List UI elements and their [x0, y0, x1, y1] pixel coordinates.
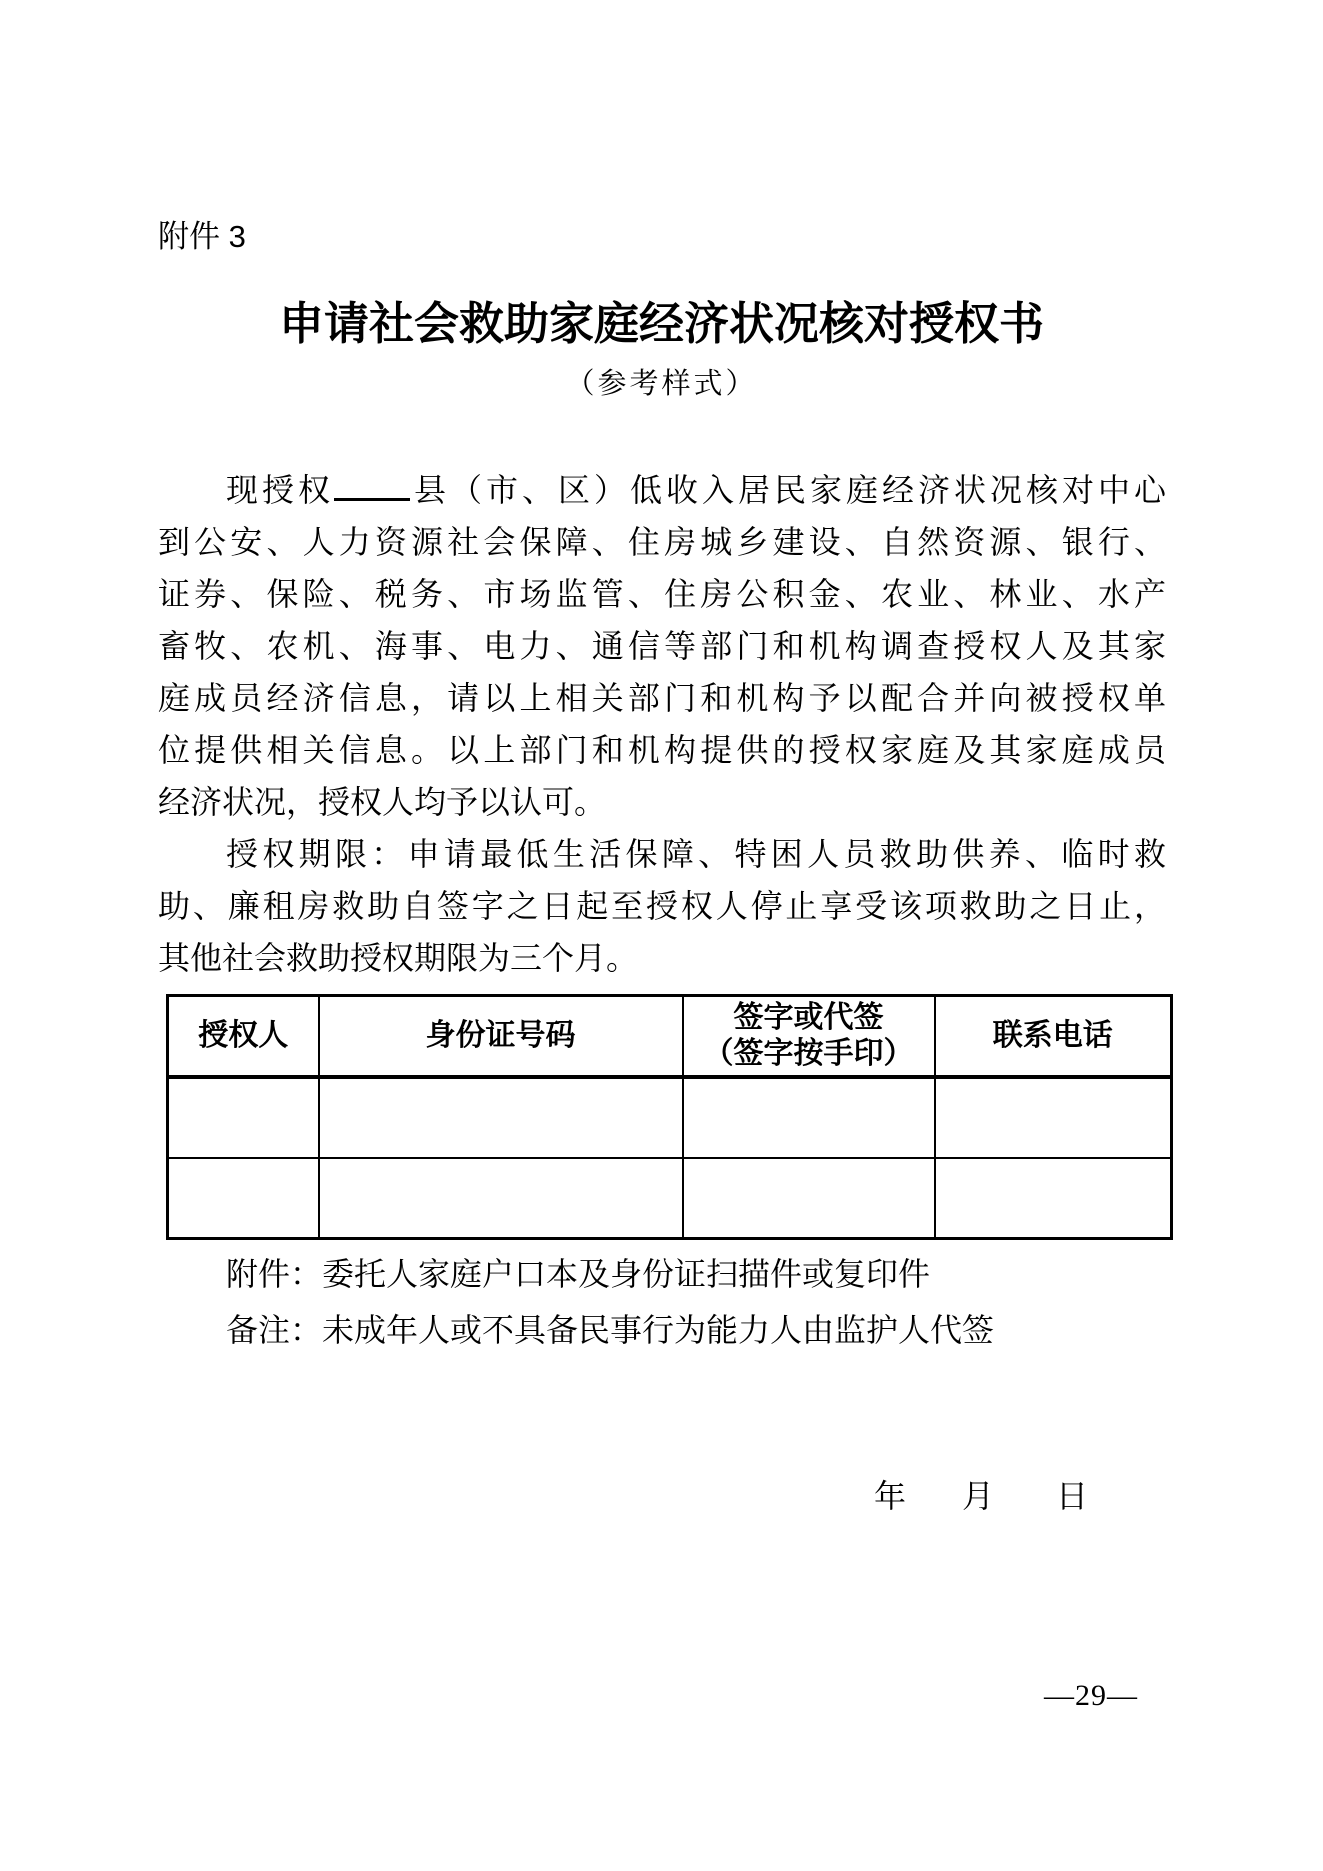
paragraph1-line1 [158, 464, 1166, 516]
table-cell [935, 1077, 1172, 1158]
paragraph1-line3: 证券、保险、税务、市场监管、住房公积金、农业、林业、水产 [158, 576, 1166, 612]
table-cell [168, 1077, 319, 1158]
subtitle: （参考样式） [565, 368, 758, 400]
date-year-label: 年 [874, 1478, 907, 1514]
table-cell [319, 1077, 683, 1158]
notes-block [158, 1246, 1166, 1358]
table-cell [683, 1158, 935, 1239]
paragraph1-line7: 经济状况，授权人均予以认可。 [158, 784, 607, 820]
date-month-label: 月 [962, 1478, 995, 1514]
header-id-number: 身份证号码 [319, 996, 683, 1078]
attachment-label: 附件 3 [158, 219, 246, 254]
blank-fill-line [334, 498, 410, 501]
paragraph2-line3: 其他社会救助授权期限为三个月。 [158, 940, 639, 976]
header-signature [683, 996, 935, 1078]
paragraph1-line2: 到公安、人力资源社会保障、住房城乡建设、自然资源、银行、 [158, 524, 1166, 560]
table-row [168, 1077, 1172, 1158]
table-cell [935, 1158, 1172, 1239]
table-cell [168, 1158, 319, 1239]
table-row [168, 1158, 1172, 1239]
paragraph1-line1-rest: 县（市、区）低收入居民家庭经济状况核对中心 [410, 472, 1166, 508]
table-cell [319, 1158, 683, 1239]
paragraph1-prefix: 现授权 [226, 472, 334, 508]
table-header-row [168, 996, 1172, 1078]
remark-note: 备注：未成年人或不具备民事行为能力人由监护人代签 [226, 1312, 995, 1348]
attachment-note: 附件：委托人家庭户口本及身份证扫描件或复印件 [226, 1256, 931, 1292]
header-signature-line1: 签字或代签 [733, 1001, 884, 1034]
authorization-table [166, 994, 1173, 1240]
body-paragraphs [158, 464, 1166, 984]
date-line [874, 1476, 1088, 1516]
date-day-label: 日 [1056, 1478, 1089, 1514]
table-cell [683, 1077, 935, 1158]
header-authorizer: 授权人 [168, 996, 319, 1078]
header-signature-line2: （签字按手印） [703, 1037, 914, 1070]
header-phone: 联系电话 [935, 996, 1172, 1078]
paragraph1-line5: 庭成员经济信息，请以上相关部门和机构予以配合并向被授权单 [158, 680, 1166, 716]
page-title: 申请社会救助家庭经济状况核对授权书 [278, 299, 1044, 349]
paragraph1-line6: 位提供相关信息。以上部门和机构提供的授权家庭及其家庭成员 [158, 732, 1166, 768]
paragraph1-line4: 畜牧、农机、海事、电力、通信等部门和机构调查授权人及其家 [158, 628, 1166, 664]
page-number: —29— [1044, 1679, 1138, 1712]
paragraph2-line1: 授权期限：申请最低生活保障、特困人员救助供养、临时救 [226, 836, 1166, 872]
paragraph2-line2: 助、廉租房救助自签字之日起至授权人停止享受该项救助之日止， [158, 888, 1166, 924]
